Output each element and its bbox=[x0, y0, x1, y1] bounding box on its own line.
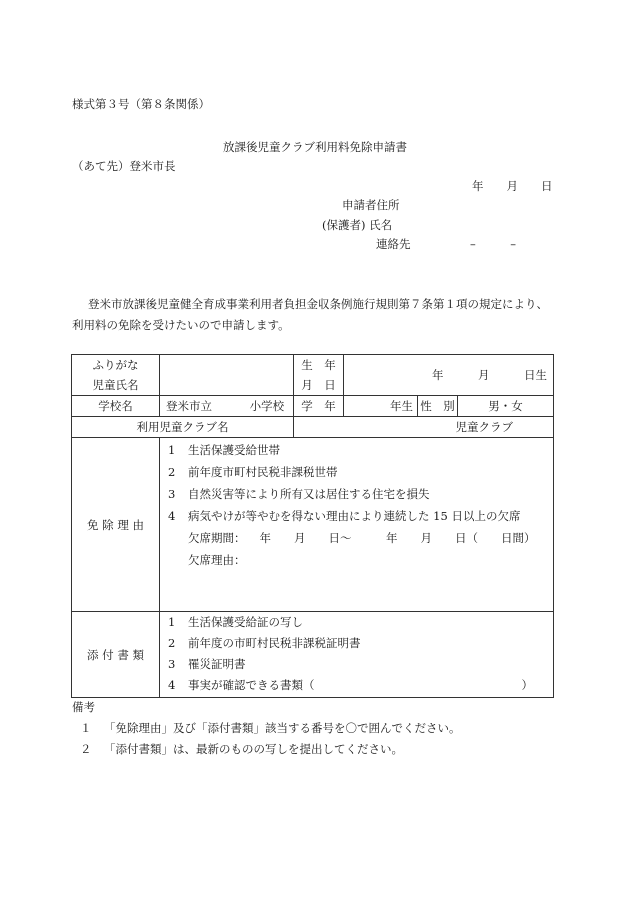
addressee: （あて先）登米市長 bbox=[72, 159, 176, 173]
birthdate-label-bottom: 月 日 bbox=[301, 378, 336, 392]
child-name-label-cell bbox=[72, 355, 160, 396]
absence-period-value: 年 月 日～ 年 月 日（ 日間） bbox=[259, 531, 536, 545]
applicant-guardian-name-label: (保護者) 氏名 bbox=[322, 218, 393, 232]
child-name-field[interactable] bbox=[160, 355, 294, 396]
application-table bbox=[71, 354, 554, 698]
note-1-text: 「免除理由」及び「添付書類」該当する番号を〇で囲んでください。 bbox=[104, 721, 461, 735]
sex-value: 男・女 bbox=[488, 399, 523, 413]
intro-line-1: 登米市放課後児童健全育成事業利用者負担金収条例施行規則第７条第１項の規定により、 bbox=[88, 297, 548, 311]
sex-field[interactable] bbox=[458, 396, 554, 417]
reason-item-3[interactable]: 3 自然災害等により所有又は居住する住宅を損失 bbox=[168, 487, 430, 501]
attachment-item-3[interactable]: 3 罹災証明書 bbox=[168, 657, 246, 671]
applicant-contact-dashes: – – bbox=[470, 237, 516, 251]
note-2-num: ２ bbox=[80, 742, 92, 756]
attachment-item-1[interactable]: 1 生活保護受給証の写し bbox=[168, 615, 303, 629]
child-name-label: 児童氏名 bbox=[92, 378, 139, 392]
note-1 bbox=[80, 721, 461, 735]
school-field[interactable] bbox=[160, 396, 294, 417]
birthdate-label-top: 生 年 bbox=[301, 358, 336, 372]
grade-field[interactable] bbox=[344, 396, 418, 417]
attachment-item-4-close: ） bbox=[521, 678, 534, 692]
attachment-item-2[interactable]: 2 前年度の市町村民税非課税証明書 bbox=[168, 636, 361, 650]
attachment-item-4[interactable]: 4 事実が確認できる書類（ ） bbox=[168, 675, 553, 696]
attachments-label: 添 付 書 類 bbox=[72, 612, 160, 698]
reason-label: 免 除 理 由 bbox=[72, 438, 160, 612]
club-field[interactable] bbox=[294, 417, 554, 438]
school-suffix: 小学校 bbox=[249, 399, 285, 413]
reason-item-4[interactable]: 4 病気やけが等やむを得ない理由により連続した 15 日以上の欠席 bbox=[168, 509, 521, 523]
school-label: 学校名 bbox=[72, 396, 160, 417]
birthdate-label-cell bbox=[294, 355, 344, 396]
birthdate-field[interactable] bbox=[344, 355, 554, 396]
intro-line-2: 利用料の免除を受けたいので申請します。 bbox=[72, 318, 290, 332]
note-1-num: １ bbox=[80, 721, 92, 735]
absence-reason[interactable] bbox=[168, 549, 553, 571]
note-2 bbox=[80, 742, 403, 756]
applicant-contact-label: 連絡先 bbox=[376, 237, 411, 251]
absence-period-label: 欠席期間： bbox=[188, 531, 246, 545]
grade-value: 年生 bbox=[390, 399, 413, 413]
club-label: 利用児童クラブ名 bbox=[72, 417, 294, 438]
note-2-text: 「添付書類」は、最新のものの写しを提出してください。 bbox=[104, 742, 403, 756]
reason-field[interactable] bbox=[160, 438, 554, 612]
page-title: 放課後児童クラブ利用料免除申請書 bbox=[223, 140, 407, 154]
school-city: 登米市立 bbox=[166, 399, 212, 413]
furigana-label: ふりがな bbox=[92, 358, 139, 372]
club-value: 児童クラブ bbox=[455, 420, 514, 434]
applicant-address-label: 申請者住所 bbox=[342, 198, 400, 212]
reason-item-2[interactable]: 2 前年度市町村民税非課税世帯 bbox=[168, 465, 338, 479]
grade-label: 学 年 bbox=[294, 396, 344, 417]
attachments-field[interactable] bbox=[160, 612, 554, 698]
form-number: 様式第３号（第８条関係） bbox=[72, 97, 210, 111]
notes-title: 備考 bbox=[72, 700, 95, 714]
absence-reason-label: 欠席理由： bbox=[188, 553, 246, 567]
birthdate-value: 年 月 日生 bbox=[432, 368, 548, 382]
reason-item-1[interactable]: 1 生活保護受給世帯 bbox=[168, 443, 280, 457]
date-line: 年 月 日 bbox=[472, 179, 553, 193]
sex-label: 性 別 bbox=[418, 396, 458, 417]
absence-period[interactable] bbox=[168, 527, 553, 549]
